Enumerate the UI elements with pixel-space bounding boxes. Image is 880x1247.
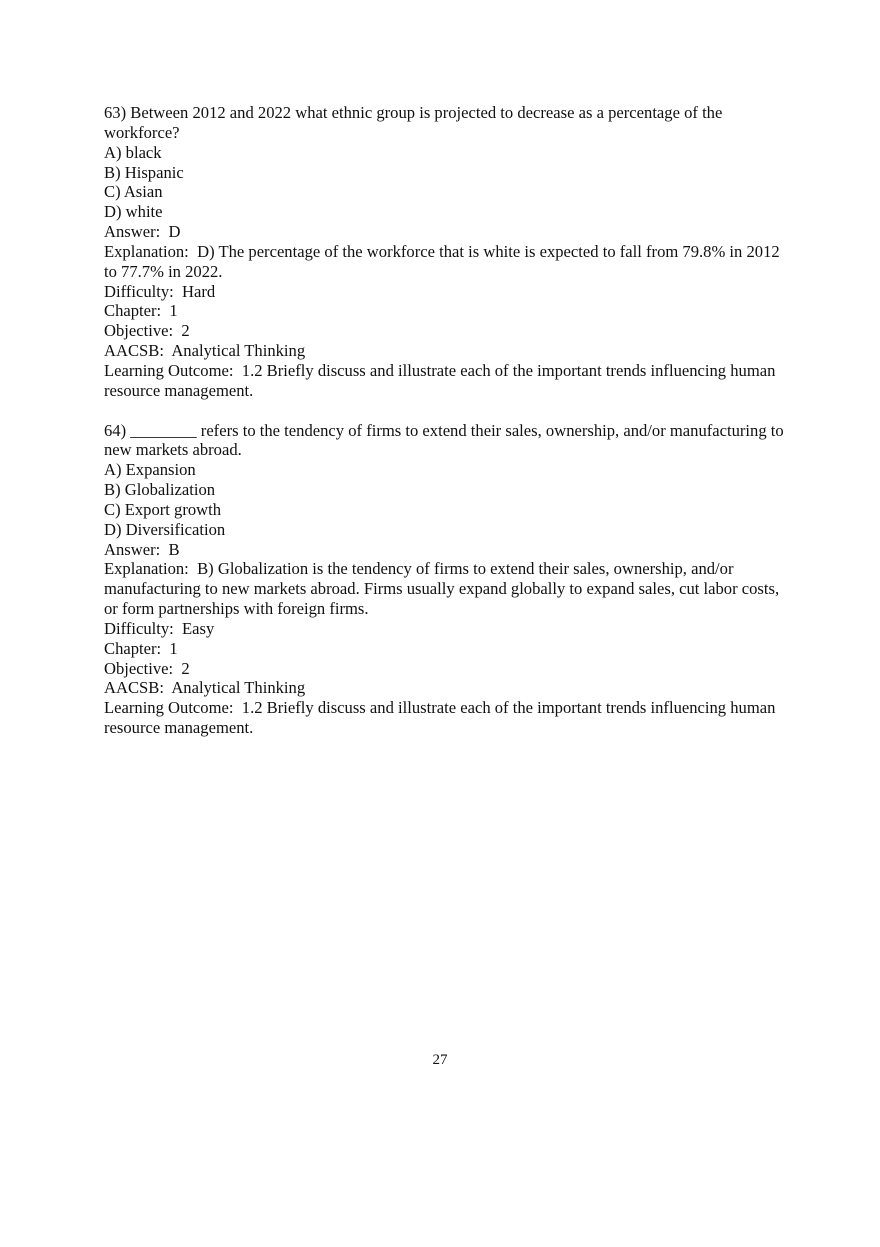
explanation: Explanation: B) Globalization is the tendency of firms to extend their sales, ownership, and/or manufacturing to new markets abroad. Firms usually expand globally to expand sales, cut labor costs, or form partnerships with foreign firms. — [104, 559, 784, 619]
option-d: D) white — [104, 202, 163, 222]
chapter: Chapter: 1 — [104, 301, 178, 321]
objective: Objective: 2 — [104, 321, 190, 341]
explanation: Explanation: D) The percentage of the workforce that is white is expected to fall from 79.8% in 2012 to 77.7% in 2022. — [104, 241, 784, 281]
objective: Objective: 2 — [104, 658, 190, 678]
question-64 — [104, 420, 788, 739]
question-63 — [104, 103, 784, 401]
question-stem: 63) Between 2012 and 2022 what ethnic group is projected to decrease as a percentage of the workforce? — [104, 103, 727, 142]
option-a: A) Expansion — [104, 460, 196, 480]
option-d: D) Diversification — [104, 519, 226, 539]
answer: Answer: B — [104, 539, 180, 559]
option-a: A) black — [104, 142, 162, 162]
learning-outcome: Learning Outcome: 1.2 Briefly discuss and illustrate each of the important trends influencing human resource management. — [104, 360, 780, 400]
aacsb: AACSB: Analytical Thinking — [104, 341, 306, 361]
option-b: B) Globalization — [104, 480, 216, 500]
option-c: C) Asian — [104, 182, 163, 202]
learning-outcome: Learning Outcome: 1.2 Briefly discuss and illustrate each of the important trends influencing human resource management. — [104, 698, 780, 738]
page-content — [104, 103, 788, 738]
difficulty: Difficulty: Hard — [104, 281, 216, 301]
aacsb: AACSB: Analytical Thinking — [104, 678, 306, 698]
answer: Answer: D — [104, 222, 181, 242]
option-b: B) Hispanic — [104, 162, 184, 182]
page-number: 27 — [432, 1052, 448, 1068]
question-stem: 64) ________ refers to the tendency of firms to extend their sales, ownership, and/or manufacturing to new markets abroad. — [104, 420, 788, 460]
chapter: Chapter: 1 — [104, 638, 178, 658]
option-c: C) Export growth — [104, 499, 222, 519]
difficulty: Difficulty: Easy — [104, 618, 215, 638]
